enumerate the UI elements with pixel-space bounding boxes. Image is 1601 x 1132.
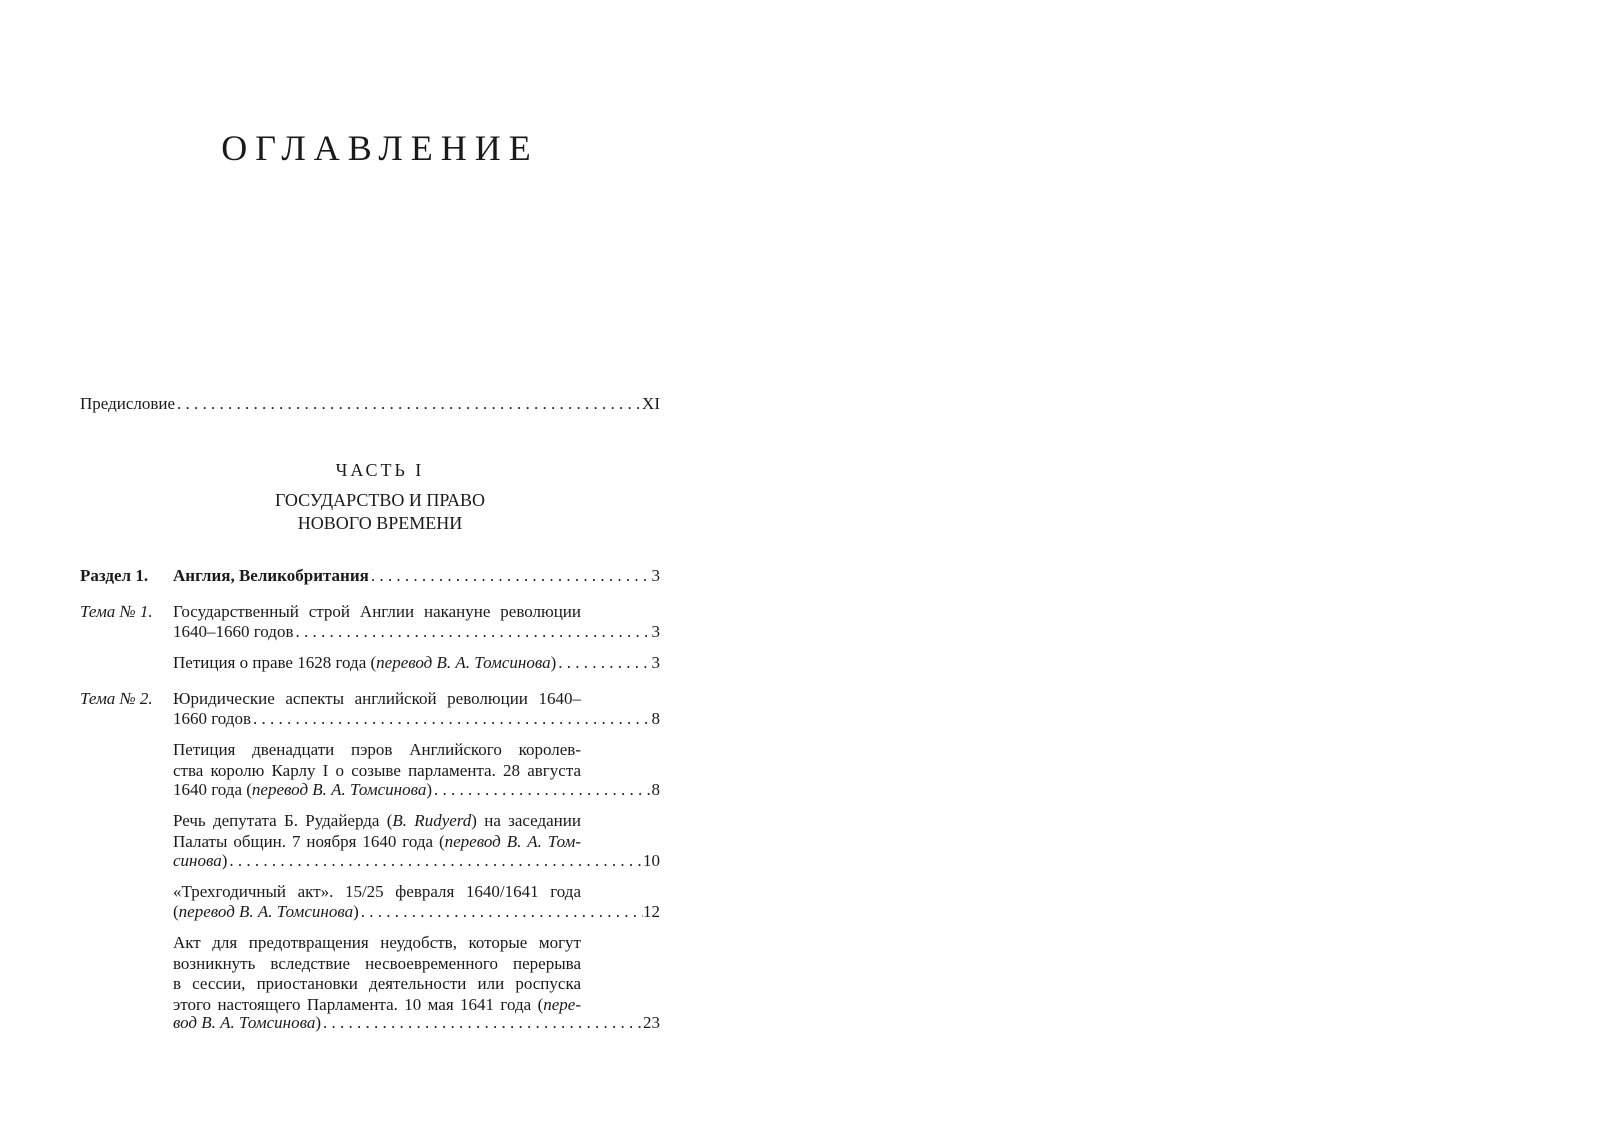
toc-page-number: 3 xyxy=(651,653,660,672)
dot-leader xyxy=(175,394,642,414)
toc-entry-petition-peers xyxy=(173,780,660,800)
toc-page-number: 12 xyxy=(643,902,660,921)
entry-parliament-act: Акт для предотвращения неудобств, которые могут возникнуть вследствие несвоевременного перерыва в сессии, приостановки деятельности или роспуска этого настоящего Парламента. 10 мая 1641 года (пере- xyxy=(173,933,581,1014)
toc-entry-petition-of-right xyxy=(173,653,660,673)
entry-text: вод В. А. Томсинова) xyxy=(173,1013,322,1032)
dot-leader xyxy=(359,902,643,922)
section-title: Англия, Великобритания xyxy=(173,566,369,585)
entry-text: (перевод В. А. Томсинова) xyxy=(173,902,359,921)
part-title-line1: ГОСУДАРСТВО И ПРАВО xyxy=(274,490,486,510)
entry-petition-peers: Петиция двенадцати пэров Английского королев- ства королю Карлу I о созыве парламента. 28 августа xyxy=(173,740,581,780)
toc-entry-triennial-act xyxy=(173,902,660,922)
entry-text: 1640 года (перевод В. А. Томсинова) xyxy=(173,780,433,799)
dot-leader xyxy=(432,780,651,800)
dot-leader xyxy=(556,653,651,673)
dot-leader xyxy=(321,1013,643,1033)
toc-page-number: XI xyxy=(642,394,660,413)
toc-page-number: 3 xyxy=(651,566,660,585)
entry-triennial-act: «Трехгодичный акт». 15/25 февраля 1640/1641 года xyxy=(173,882,581,901)
topic-label: Тема № 1. xyxy=(80,602,153,621)
toc-entry-topic2 xyxy=(173,709,660,729)
part-heading xyxy=(80,459,680,535)
section-label: Раздел 1. xyxy=(80,566,149,585)
toc-page-number: 10 xyxy=(643,851,660,870)
topic1-title-line1: Государственный строй Англии накануне революции xyxy=(173,602,581,621)
toc-page-number: 23 xyxy=(643,1013,660,1032)
toc-entry-section1 xyxy=(173,566,660,586)
dot-leader xyxy=(294,622,652,642)
part-number: ЧАСТЬ I xyxy=(335,460,425,480)
entry-text: Петиция о праве 1628 года (перевод В. А. Томсинова) xyxy=(173,653,557,672)
dot-leader xyxy=(369,566,652,586)
topic2-title-line1: Юридические аспекты английской революции 1640– xyxy=(173,689,581,708)
entry-text: синова) xyxy=(173,851,228,870)
dot-leader xyxy=(251,709,652,729)
part-title-line2: НОВОГО ВРЕМЕНИ xyxy=(297,513,463,533)
toc-entry-topic1 xyxy=(173,622,660,642)
toc-page-number: 3 xyxy=(651,622,660,641)
topic2-title-line2: 1660 годов xyxy=(173,709,251,728)
toc-entry-rudyerd-speech xyxy=(173,851,660,871)
page-title: ОГЛАВЛЕНИЕ xyxy=(221,128,539,168)
toc-page-number: 8 xyxy=(651,709,660,728)
toc-entry-preface xyxy=(80,394,660,414)
toc-entry-label: Предисловие xyxy=(80,394,176,413)
topic-label: Тема № 2. xyxy=(80,689,153,708)
entry-rudyerd-speech: Речь депутата Б. Рудайерда (B. Rudyerd) на заседании Палаты общин. 7 ноября 1640 года (перевод В. А. Том- xyxy=(173,811,582,851)
toc-entry-parliament-act xyxy=(173,1013,660,1033)
toc-page-number: 8 xyxy=(651,780,660,799)
topic1-title-line2: 1640–1660 годов xyxy=(173,622,294,641)
dot-leader xyxy=(227,851,643,871)
